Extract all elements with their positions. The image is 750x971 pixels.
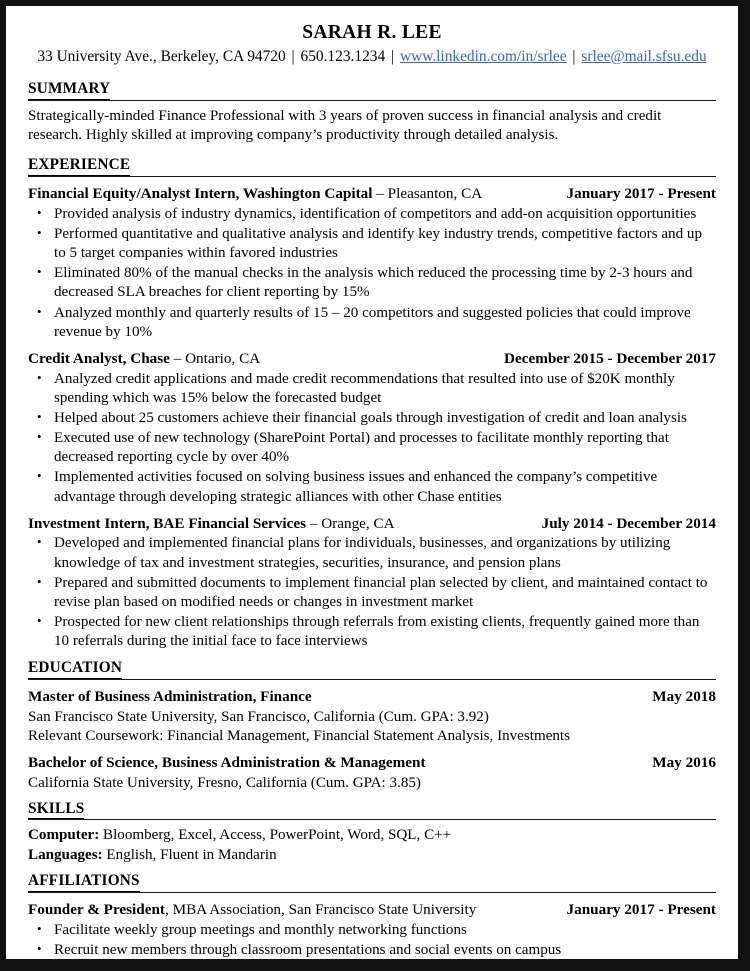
bullet-item — [28, 205, 716, 224]
bullet-dot-icon: • — [37, 468, 42, 484]
bullet-item — [28, 409, 716, 428]
education-detail-line: California State University, Fresno, California (Cum. GPA: 3.85) — [28, 774, 421, 791]
education-entry-list — [28, 687, 716, 793]
degree-name: Master of Business Administration, Finance — [28, 687, 312, 705]
entry-header — [28, 349, 716, 369]
bullet-item — [28, 429, 716, 467]
bullet-item — [28, 921, 716, 940]
bullet-text: Facilitate weekly group meetings and monthly networking functions — [54, 921, 467, 938]
education-entry — [28, 687, 716, 746]
entry-dates: January 2017 - Present — [566, 185, 716, 203]
bullet-item — [28, 468, 716, 506]
education-entry — [28, 753, 716, 793]
summary-text: Strategically-minded Finance Professional with 3 years of proven success in financial analysis and credit research. Highly skilled at improving company’s productivity through detailed analysis. — [28, 107, 662, 144]
contact-line — [28, 47, 716, 66]
entry-title-line — [28, 349, 490, 369]
degree-name: Bachelor of Science, Business Administration & Management — [28, 753, 426, 771]
entry-dates: July 2014 - December 2014 — [541, 514, 716, 532]
bullet-text: Implemented activities focused on solving business issues and enhanced the company’s competitive advantage through developing strategic alliances with other Chase entities — [54, 469, 658, 505]
entry-header — [28, 687, 716, 707]
entry-subtitle: – Ontario, CA — [169, 349, 261, 367]
contact-separator-1: | — [291, 48, 295, 65]
education-detail-line: San Francisco State University, San Francisco, California (Cum. GPA: 3.92) — [28, 708, 489, 725]
bullet-item — [28, 225, 716, 263]
bullet-item — [28, 574, 716, 612]
bullet-dot-icon: • — [37, 204, 42, 220]
bullet-list — [28, 370, 716, 507]
bullet-dot-icon: • — [37, 224, 42, 240]
bullet-text: Prospected for new client relationships through referrals from existing clients, frequently gained more than 10 referrals during the initial face to face interviews — [54, 614, 700, 650]
entry-header — [28, 184, 716, 204]
section-heading-experience: EXPERIENCE — [28, 156, 130, 176]
section-affiliations-header — [28, 865, 716, 893]
entry-title-line — [28, 184, 553, 204]
bullet-text: Developed and implemented financial plans for individuals, businesses, and organizations by utilizing knowledge of tax and investment strategies, securities, insurance, and pension plans — [54, 535, 671, 571]
bullet-item — [28, 264, 716, 302]
skills-list — [28, 826, 716, 865]
section-heading-education: EDUCATION — [28, 659, 122, 679]
email-link[interactable]: srlee@mail.sfsu.edu — [581, 48, 707, 65]
bullet-dot-icon: • — [37, 920, 42, 936]
entry-header — [28, 753, 716, 773]
contact-address: 33 University Ave., Berkeley, CA 94720 — [37, 48, 286, 65]
entry-subtitle: – Orange, CA — [306, 514, 395, 532]
entry-header — [28, 514, 716, 534]
entry-title-line — [28, 900, 553, 920]
bullet-dot-icon: • — [37, 369, 42, 385]
entry-title: Financial Equity/Analyst Intern, Washington Capital — [28, 185, 373, 203]
contact-phone: 650.123.1234 — [300, 48, 386, 65]
skill-row — [28, 846, 716, 866]
bullet-dot-icon: • — [37, 429, 42, 445]
experience-entry — [28, 349, 716, 507]
entry-subtitle: – Pleasanton, CA — [372, 185, 483, 203]
entry-header — [28, 900, 716, 920]
bullet-dot-icon: • — [37, 303, 42, 319]
bullet-item — [28, 941, 716, 959]
skill-value: Bloomberg, Excel, Access, PowerPoint, Word, SQL, C++ — [99, 827, 452, 844]
section-heading-affiliations: AFFILIATIONS — [28, 872, 140, 892]
bullet-list — [28, 921, 716, 959]
bullet-list — [28, 205, 716, 342]
bullet-dot-icon: • — [37, 264, 42, 280]
skill-label: Computer: — [28, 827, 100, 844]
bullet-item — [28, 370, 716, 408]
affiliation-entry-list — [28, 900, 716, 959]
entry-title: Founder & President — [28, 900, 165, 918]
bullet-text: Prepared and submitted documents to implement financial plan selected by client, and maintained contact to revise plan based on modified needs or changes in investment market — [54, 574, 708, 610]
section-skills-header — [28, 793, 716, 821]
experience-entry-list — [28, 184, 716, 651]
section-education-header — [28, 652, 716, 680]
entry-title-line — [28, 514, 528, 534]
bullet-dot-icon: • — [37, 534, 42, 550]
entry-dates: January 2017 - Present — [566, 900, 716, 918]
bullet-text: Provided analysis of industry dynamics, identification of competitors and add-on acquisition opportunities — [54, 205, 697, 222]
experience-entry — [28, 184, 716, 342]
contact-separator-3: | — [572, 48, 576, 65]
degree-date: May 2018 — [652, 687, 716, 705]
skill-value: English, Fluent in Mandarin — [102, 846, 277, 863]
bullet-text: Recruit new members through classroom presentations and social events on campus — [54, 941, 562, 958]
entry-title: Credit Analyst, Chase — [28, 349, 170, 367]
affiliation-entry — [28, 900, 716, 959]
bullet-dot-icon: • — [37, 940, 42, 956]
entry-dates: December 2015 - December 2017 — [504, 349, 716, 367]
section-heading-skills: SKILLS — [28, 800, 84, 820]
bullet-text: Eliminated 80% of the manual checks in the analysis which reduced the processing time by 2-3 hours and decreased SLA breaches for client reporting by 15% — [54, 265, 693, 301]
contact-separator-2: | — [391, 48, 395, 65]
bullet-text: Performed quantitative and qualitative analysis and identify key industry trends, competitive factors and up to 5 target companies within favored industries — [54, 225, 703, 262]
bullet-item — [28, 613, 716, 651]
bullet-item — [28, 534, 716, 572]
bullet-dot-icon: • — [37, 613, 42, 629]
skill-label: Languages: — [28, 846, 103, 863]
section-experience-header — [28, 149, 716, 177]
entry-subtitle: , MBA Association, San Francisco State University — [164, 900, 477, 918]
degree-date: May 2016 — [652, 753, 716, 771]
bullet-list — [28, 534, 716, 651]
bullet-text: Executed use of new technology (SharePoint Portal) and processes to facilitate monthly reporting that decreased reporting cycle by over 40% — [54, 430, 669, 466]
bullet-dot-icon: • — [37, 573, 42, 589]
bullet-text: Helped about 25 customers achieve their financial goals through investigation of credit and loan analysis — [54, 409, 687, 426]
experience-entry — [28, 514, 716, 652]
skill-row — [28, 826, 716, 846]
section-summary-header — [28, 73, 716, 101]
entry-title: Investment Intern, BAE Financial Services — [28, 514, 307, 532]
page-title: SARAH R. LEE — [302, 22, 442, 43]
bullet-dot-icon: • — [37, 408, 42, 424]
linkedin-link[interactable]: www.linkedin.com/in/srlee — [399, 48, 567, 65]
bullet-text: Analyzed credit applications and made credit recommendations that resulted into use of $20K monthly spending which was 15% below the forecasted budget — [54, 370, 675, 406]
section-heading-summary: SUMMARY — [28, 80, 110, 100]
bullet-text: Analyzed monthly and quarterly results of 15 – 20 competitors and suggested policies that could improve revenue by 10% — [54, 304, 691, 340]
bullet-item — [28, 304, 716, 342]
resume-document — [6, 6, 738, 959]
education-detail-line: Relevant Coursework: Financial Management, Financial Statement Analysis, Investments — [28, 727, 571, 744]
